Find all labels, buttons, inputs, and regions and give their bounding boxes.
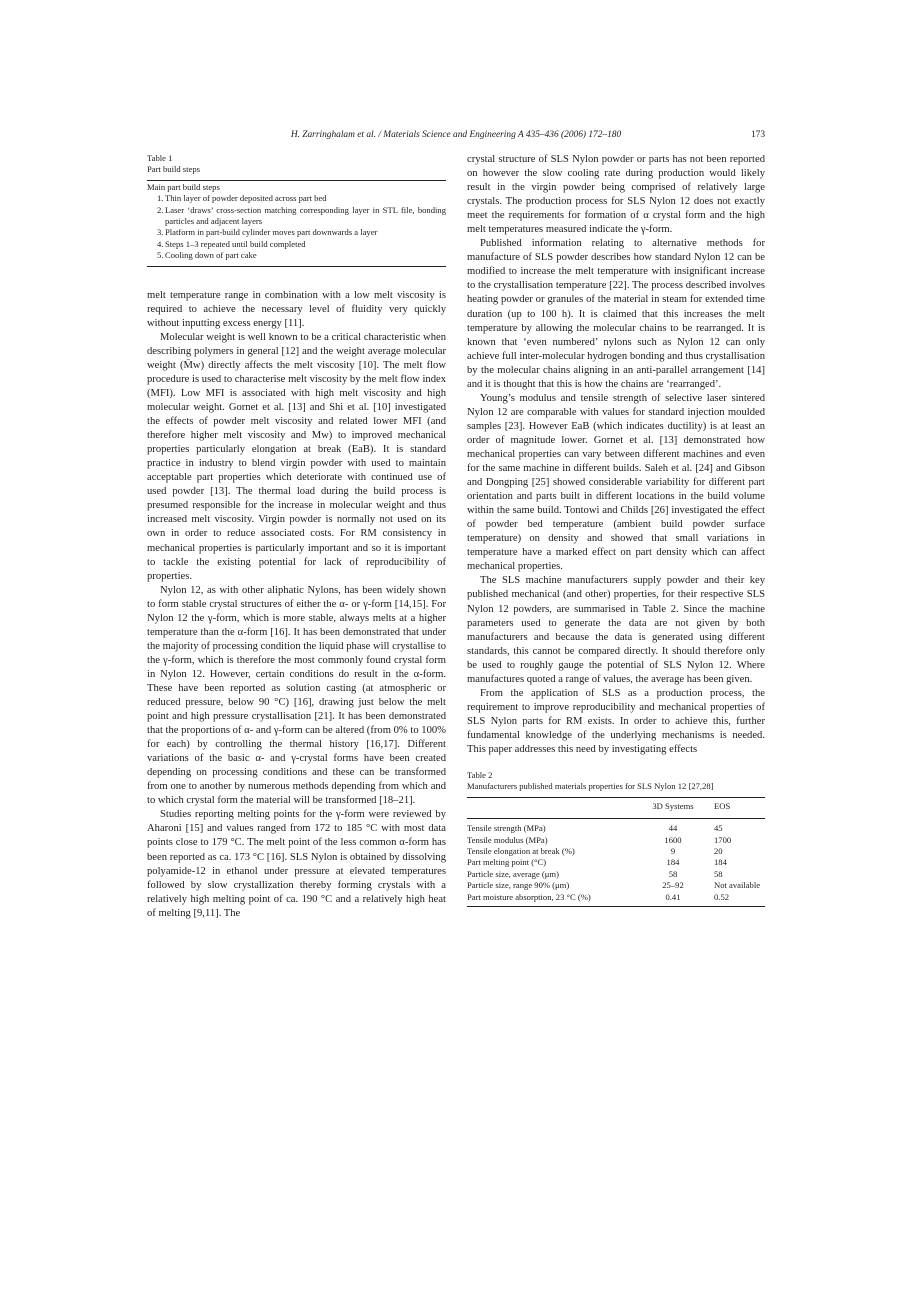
table-2 bbox=[467, 770, 765, 907]
table-row bbox=[467, 835, 765, 846]
table-2-caption: Manufacturers published materials properties for SLS Nylon 12 [27,28] bbox=[467, 781, 714, 792]
body-paragraph: crystal structure of SLS Nylon powder or parts has not been reported on however the slow cooling rate during production would likely result in the virgin powder being comprised of relatively large crystals. The production process for SLS Nylon 12 does not exactly meet the requirements for formation of α crystal form and the high melt temperatures measured indicate the γ-form. bbox=[467, 154, 765, 236]
table-row bbox=[467, 880, 765, 891]
body-paragraph: Published information relating to alternative methods for manufacture of SLS powder describes how standard Nylon 12 can be modified to increase the melt temperature with insignificant increase to the crystallisation temperature [22]. The process described involves heating powder or granules of the material in steam for extended time duration (up to 100 h). It is claimed that this increases the melt temperature by allowing the molecular chains to be rearranged. It is known that ‘even numbered’ nylons such as Nylon 12 can only achieve full inter-molecular hydrogen bonding and thus crystallisation by the molecular chains aligning in an anti-parallel arrangement [14] and it is thought that this is how the chains are ‘rearranged’. bbox=[467, 238, 765, 390]
table-cell: 184 bbox=[666, 857, 680, 868]
table-row bbox=[467, 819, 765, 835]
left-column bbox=[147, 153, 446, 921]
step-number: 4. bbox=[157, 238, 164, 249]
step-number: 1. bbox=[157, 193, 164, 204]
table-row bbox=[467, 892, 765, 907]
table-1-label: Table 1 bbox=[147, 153, 173, 163]
table-cell: Particle size, range 90% (μm) bbox=[467, 880, 570, 891]
table-cell: 184 bbox=[714, 857, 727, 868]
body-paragraph: Nylon 12, as with other aliphatic Nylons, has been widely shown to form stable crystal structures of either the α- or γ-form [14,15]. For Nylon 12 the γ-form, which is more stable, always melts at a higher temperature than the α-form [16]. It has been demonstrated that under the majority of processing condition the liquid phase will crystallise to the γ-form, which is therefore the most commonly found crystal form in Nylon 12. However, certain conditions do result in the α-form. These have been reported as solution casting (at atmospheric or reduced pressure, below 90 °C) [16], drawing just below the melt point and high pressure crystallisation [21]. It has been demonstrated that the proportions of α- and γ-form can be altered (from 0% to 100% for each) by controlling the thermal history [16,17]. Different variations of the basic α- and γ-crystal forms have been created depending on processing conditions and these can be transformed from one to another by numerous methods depending from which and to which crystal form the material will be transformed [18–21]. bbox=[147, 584, 446, 807]
table-cell: Not available bbox=[714, 880, 761, 891]
table-cell: Tensile strength (MPa) bbox=[467, 823, 546, 834]
step-number: 2. bbox=[157, 204, 164, 215]
table-cell: Part moisture absorption, 23 °C (%) bbox=[467, 891, 591, 902]
properties-table bbox=[467, 797, 765, 907]
table-cell: Tensile elongation at break (%) bbox=[467, 846, 575, 857]
step-number: 5. bbox=[157, 250, 164, 261]
table-cell: 1600 bbox=[664, 834, 682, 845]
table-cell: 45 bbox=[714, 823, 723, 834]
table-1-steps bbox=[147, 193, 446, 261]
step-text: Cooling down of part cake bbox=[165, 250, 257, 261]
table-1-caption: Part build steps bbox=[147, 164, 200, 175]
step-text: Thin layer of powder deposited across part bed bbox=[165, 193, 327, 204]
column-header bbox=[467, 797, 632, 818]
table-1-heading: Main part build steps bbox=[147, 181, 220, 192]
table-cell: 9 bbox=[670, 846, 676, 857]
table-row bbox=[467, 846, 765, 857]
step-text: Laser ‘draws’ cross-section matching corresponding layer in STL file, bonding particles and adjacent layers bbox=[165, 204, 446, 227]
table-cell: 25–92 bbox=[662, 880, 684, 891]
body-paragraph: From the application of SLS as a production process, the requirement to improve reproducibility and mechanical properties of SLS Nylon parts for RM exists. In order to achieve this, further fundamental knowledge of the underlying mechanisms is needed. This paper addresses this need by investigating effects bbox=[467, 687, 765, 755]
step-text: Steps 1–3 repeated until build completed bbox=[165, 238, 306, 249]
step-number: 3. bbox=[157, 227, 164, 238]
body-paragraph: The SLS machine manufacturers supply powder and their key published mechanical (and other) properties, for their respective SLS Nylon 12 powders, are summarised in Table 2. Since the machine parameters used to generate the data are not given by both manufacturers and because the data is generated using different standards, this cannot be compared directly. It should therefore only be used to roughly gauge the potential of SLS Nylon 12. Where manufactures quoted a range of values, the average has been given. bbox=[467, 575, 765, 685]
table-cell: 0.41 bbox=[665, 891, 681, 902]
table-1-step bbox=[157, 205, 446, 228]
table-cell: Particle size, average (μm) bbox=[467, 868, 559, 879]
table-1 bbox=[147, 153, 446, 267]
table-row bbox=[467, 869, 765, 880]
table-cell: 58 bbox=[668, 868, 678, 879]
table-cell: Tensile modulus (MPa) bbox=[467, 834, 548, 845]
body-paragraph: melt temperature range in combination with a low melt viscosity is required to achieve the necessary level of fluidity very quickly without inputting excess energy [11]. bbox=[147, 289, 446, 329]
column-header: 3D Systems bbox=[632, 797, 714, 818]
table-cell: 44 bbox=[668, 823, 678, 834]
table-1-step bbox=[157, 193, 446, 204]
right-column bbox=[467, 153, 765, 907]
table-1-bottom-rule bbox=[147, 266, 446, 267]
column-header: EOS bbox=[714, 797, 765, 818]
table-1-step bbox=[157, 239, 446, 250]
page-number: 173 bbox=[750, 130, 765, 140]
body-paragraph: Molecular weight is well known to be a critical characteristic when describing polymers in general [12] and the weight average molecular weight (M̄w) directly affects the melt viscosity [10]. The melt flow procedure is used to characterise melt viscosity by the melt flow index (MFI). Low MFI is associated with high melt viscosity and high molecular weight. Gornet et al. [13] and Shi et al. [10] investigated the effects of powder melt viscosity and related lower MFI (and therefore higher melt viscosity and Mw) to improved mechanical properties particularly elongation at break (EaB). It is standard practice in industry to blend virgin powder with used to maintain acceptable part properties which deteriorate with continued use of used powder [13]. The thermal load during the build process is presumed responsible for the increase in molecular weight and thus increased melt viscosity. Virgin powder is normally not used on its own in order to reduce associated costs. For RM consistency in mechanical properties is particularly important and so it is important to tackle the existing potential for lack of reproducibility of properties. bbox=[147, 331, 446, 582]
body-paragraph: Studies reporting melting points for the γ-form were reviewed by Aharoni [15] and values ranged from 172 to 185 °C with most data points close to 179 °C. The melt point of the less common α-form has been reported as ca. 173 °C [16]. SLS Nylon is obtained by dissolving polyamide-12 in ethanol under pressure at elevated temperatures followed by slow crystallization thereby forming crystals with a relatively high melting point of ca. 190 °C and a relatively high heat of melting [9,11]. The bbox=[147, 809, 446, 919]
table-cell: 58 bbox=[714, 868, 723, 879]
table-2-label: Table 2 bbox=[467, 770, 493, 781]
step-text: Platform in part-build cylinder moves part downwards a layer bbox=[165, 227, 378, 238]
table-1-step bbox=[157, 250, 446, 261]
running-header bbox=[147, 130, 765, 146]
table-1-top-rule bbox=[147, 180, 446, 181]
table-row bbox=[467, 857, 765, 868]
table-cell: 1700 bbox=[714, 834, 732, 845]
journal-citation: H. Zarringhalam et al. / Materials Science and Engineering A 435–436 (2006) 172–180 bbox=[290, 130, 622, 140]
table-cell: 20 bbox=[714, 846, 723, 857]
table-1-step bbox=[157, 227, 446, 238]
table-header-row bbox=[467, 797, 765, 818]
body-paragraph: Young’s modulus and tensile strength of selective laser sintered Nylon 12 are comparable with values for standard injection moulded samples [23]. However EaB (which indicates ductility) is at least an order of magnitude lower. Gornet et al. [13] demonstrated how mechanical properties can vary between different machines and even for the same machine in different builds. Saleh et al. [24] and Gibson and Dongping [25] showed considerable variability for different part orientation and parts built in different locations in the build volume within the same build. Tontowi and Childs [26] investigated the effect of powder bed temperature (ambient build powder surface temperature) on density and showed that small variations in temperature have a marked effect on part density which can affect mechanical properties. bbox=[467, 392, 765, 573]
table-cell: Part melting point (°C) bbox=[467, 857, 547, 868]
table-cell: 0.52 bbox=[714, 891, 730, 902]
